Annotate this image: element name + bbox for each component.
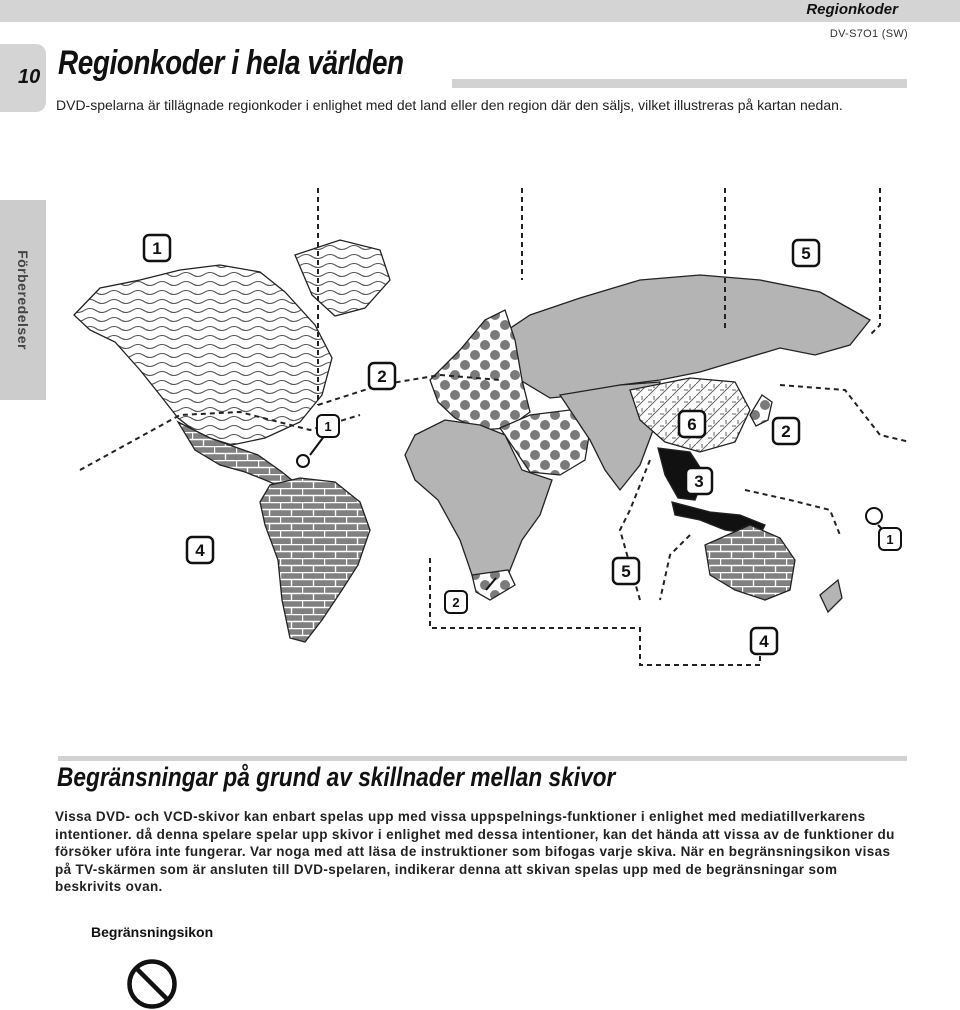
region-code-label: 2 <box>781 422 791 441</box>
section-heading: Begränsningar på grund av skillnader mellan skivor <box>57 762 616 792</box>
region-code-box <box>187 537 213 563</box>
region-code-box <box>679 411 705 437</box>
japan <box>750 395 772 426</box>
region-code-box <box>793 240 819 266</box>
region-code-label: 1 <box>152 239 162 258</box>
australia <box>705 525 795 600</box>
region-code-label: 2 <box>452 595 460 610</box>
region-code-box <box>445 591 467 613</box>
region-code-label: 1 <box>324 419 332 434</box>
region-code-label: 1 <box>886 532 894 547</box>
north-america <box>74 265 332 445</box>
south-america <box>260 478 370 642</box>
model-number: DV-S7O1 (SW) <box>829 28 908 40</box>
region-code-label: 3 <box>694 472 704 491</box>
new-zealand <box>820 580 842 612</box>
region-code-box <box>879 528 901 550</box>
header-bar <box>0 0 960 22</box>
heading-rule <box>58 756 907 761</box>
section-title: Regionkoder <box>806 1 898 18</box>
world-region-map <box>60 180 910 670</box>
region-code-label: 2 <box>377 367 387 386</box>
region-code-label: 5 <box>801 244 811 263</box>
region-code-box <box>751 628 777 654</box>
page-title: Regionkoder i hela världen <box>58 44 404 82</box>
title-rule <box>452 79 907 88</box>
south-africa <box>472 570 515 600</box>
prohibition-icon <box>126 958 178 1010</box>
page-number: 10 <box>18 66 41 88</box>
region-code-label: 6 <box>687 415 697 434</box>
page-number-tab <box>0 44 46 112</box>
section-body: Vissa DVD- och VCD-skivor kan enbart spelas upp med vissa uppspelnings-funktioner i enlighet med mediatillverkarens intentioner. då denna spelare spelar upp skivor i enlighet med dessa intentioner, kan det hända att vissa av de funktioner du försöker uföra inte fungerar. Var noga med att läsa de instruktioner som bifogas varje skiva. När en begränsningsikon visas på TV-skärmen som är ansluten till DVD-spelaren, indikerar denna att skivan spelas upp med de begränsningar som beskrivits ovan. <box>55 809 895 894</box>
region-code-label: 4 <box>759 632 769 651</box>
region-code-box <box>773 418 799 444</box>
region-code-label: 5 <box>621 562 631 581</box>
intro-text: DVD-spelarna är tillägnade regionkoder i enlighet med det land eller den region där den säljs, vilket illustreras på kartan nedan. <box>56 97 843 113</box>
region-code-box <box>613 558 639 584</box>
icon-caption: Begränsningsikon <box>91 924 214 940</box>
region-code-box <box>317 415 339 437</box>
region-code-box <box>369 363 395 389</box>
side-tab <box>0 200 46 400</box>
side-tab-label: Förberedelser <box>15 250 31 350</box>
region-code-box <box>686 468 712 494</box>
greenland <box>295 240 390 316</box>
region-code-label: 4 <box>195 541 205 560</box>
region-code-box <box>144 235 170 261</box>
